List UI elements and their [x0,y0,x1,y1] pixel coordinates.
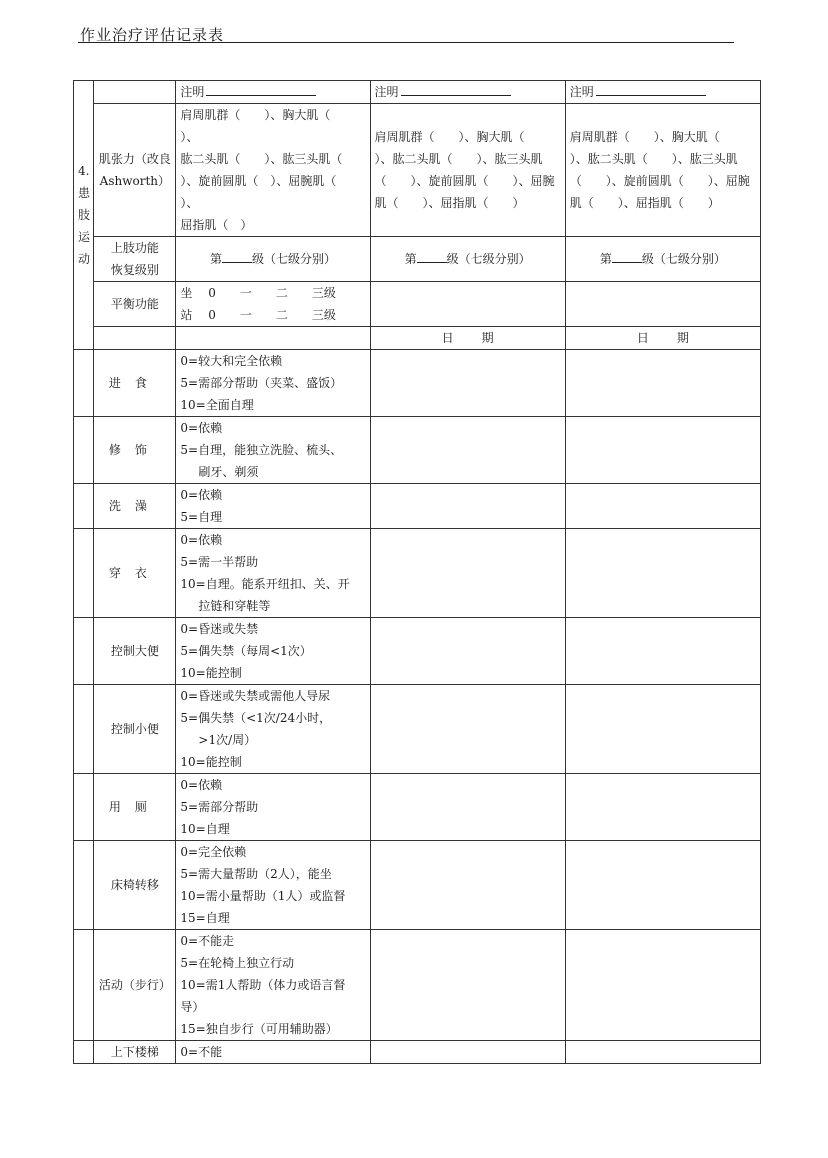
adl-label: 上下楼梯 [94,1041,176,1064]
note-field-1[interactable]: 注明 [176,81,370,104]
balance-entry-3[interactable] [565,282,760,327]
adl-margin [74,417,94,484]
adl-score-1[interactable] [370,529,565,618]
adl-score-1[interactable] [370,774,565,841]
date-header-1: 日期 [370,327,565,350]
adl-score-2[interactable] [565,685,760,774]
adl-label: 进食 [94,350,176,417]
notes-row [74,81,761,104]
upper-limb-grade-3[interactable]: 第 级（七级分别） [565,237,760,282]
balance-options[interactable]: 坐 0 一 二 三级 站 0 一 二 三级 [176,282,370,327]
adl-options[interactable]: 0=不能 [176,1041,370,1064]
adl-row-dressing [74,529,761,618]
adl-row-bladder [74,685,761,774]
muscle-tone-entry-1[interactable]: 肩周肌群（ ）、胸大肌（ ）、 肱二头肌（ ）、肱三头肌（ ）、旋前圆肌（ ）、屈腕肌（ ）、 屈指肌（ ） [176,104,370,237]
adl-score-2[interactable] [565,618,760,685]
adl-margin [74,1041,94,1064]
adl-row-transfer [74,841,761,930]
adl-score-1[interactable] [370,484,565,529]
date-row [74,327,761,350]
adl-row-bowel [74,618,761,685]
adl-margin [74,350,94,417]
muscle-tone-entry-3[interactable]: 肩周肌群（ ）、胸大肌（ ）、肱二头肌（ ）、肱三头肌 （ ）、旋前圆肌（ ）、屈腕 肌（ ）、屈指肌（ ） [565,104,760,237]
adl-margin [74,529,94,618]
upper-limb-grade-2[interactable]: 第 级（七级分别） [370,237,565,282]
section-4-label: 4. 患 肢 运 动 [74,81,94,350]
notes-row-label [94,81,176,104]
adl-row-grooming [74,417,761,484]
adl-label: 穿衣 [94,529,176,618]
muscle-tone-label: 肌张力（改良Ashworth） [94,104,176,237]
adl-score-2[interactable] [565,1041,760,1064]
adl-score-2[interactable] [565,774,760,841]
adl-margin [74,930,94,1041]
adl-row-stairs [74,1041,761,1064]
balance-label: 平衡功能 [94,282,176,327]
upper-limb-label: 上肢功能 恢复级别 [94,237,176,282]
adl-score-2[interactable] [565,417,760,484]
adl-margin [74,841,94,930]
date-row-blank [176,327,370,350]
adl-score-1[interactable] [370,417,565,484]
adl-margin [74,685,94,774]
adl-options[interactable]: 0=依赖 5=自理 [176,484,370,529]
adl-score-1[interactable] [370,930,565,1041]
adl-label: 用厕 [94,774,176,841]
muscle-tone-entry-2[interactable]: 肩周肌群（ ）、胸大肌（ ）、肱二头肌（ ）、肱三头肌 （ ）、旋前圆肌（ ）、屈腕 肌（ ）、屈指肌（ ） [370,104,565,237]
adl-label: 修饰 [94,417,176,484]
upper-limb-row [74,237,761,282]
adl-score-1[interactable] [370,350,565,417]
adl-score-1[interactable] [370,685,565,774]
date-header-2: 日期 [565,327,760,350]
adl-options[interactable]: 0=昏迷或失禁或需他人导尿 5=偶失禁（<1次/24小时， >1次/周） 10=能控制 [176,685,370,774]
adl-options[interactable]: 0=完全依赖 5=需大量帮助（2人），能坐 10=需小量帮助（1人）或监督 15=自理 [176,841,370,930]
muscle-tone-row [74,104,761,237]
note-field-3[interactable]: 注明 [565,81,760,104]
adl-label: 控制大便 [94,618,176,685]
adl-margin [74,774,94,841]
adl-score-1[interactable] [370,1041,565,1064]
page-title: 作业治疗评估记录表 [80,26,225,44]
adl-score-2[interactable] [565,484,760,529]
adl-row-eating [74,350,761,417]
adl-label: 洗澡 [94,484,176,529]
adl-score-2[interactable] [565,350,760,417]
header-rule [78,42,734,43]
adl-score-2[interactable] [565,930,760,1041]
adl-score-2[interactable] [565,841,760,930]
adl-options[interactable]: 0=依赖 5=自理，能独立洗脸、梳头、 刷牙、剃须 [176,417,370,484]
adl-row-bathing [74,484,761,529]
adl-margin [74,618,94,685]
adl-options[interactable]: 0=依赖 5=需部分帮助 10=自理 [176,774,370,841]
adl-label: 控制小便 [94,685,176,774]
assessment-table [73,80,761,1064]
adl-options[interactable]: 0=依赖 5=需一半帮助 10=自理。能系开纽扣、关、开 拉链和穿鞋等 [176,529,370,618]
adl-score-1[interactable] [370,841,565,930]
note-field-2[interactable]: 注明 [370,81,565,104]
adl-score-2[interactable] [565,529,760,618]
adl-margin [74,484,94,529]
balance-row [74,282,761,327]
upper-limb-grade-1[interactable]: 第 级（七级分别） [176,237,370,282]
adl-label: 活动（步行） [94,930,176,1041]
adl-options[interactable]: 0=昏迷或失禁 5=偶失禁（每周<1次） 10=能控制 [176,618,370,685]
date-row-label [94,327,176,350]
adl-row-walking [74,930,761,1041]
adl-row-toilet [74,774,761,841]
adl-score-1[interactable] [370,618,565,685]
balance-entry-2[interactable] [370,282,565,327]
adl-options[interactable]: 0=不能走 5=在轮椅上独立行动 10=需1人帮助（体力或语言督 导） 15=独自步行（可用辅助器） [176,930,370,1041]
adl-label: 床椅转移 [94,841,176,930]
adl-options[interactable]: 0=较大和完全依赖 5=需部分帮助（夹菜、盛饭） 10=全面自理 [176,350,370,417]
